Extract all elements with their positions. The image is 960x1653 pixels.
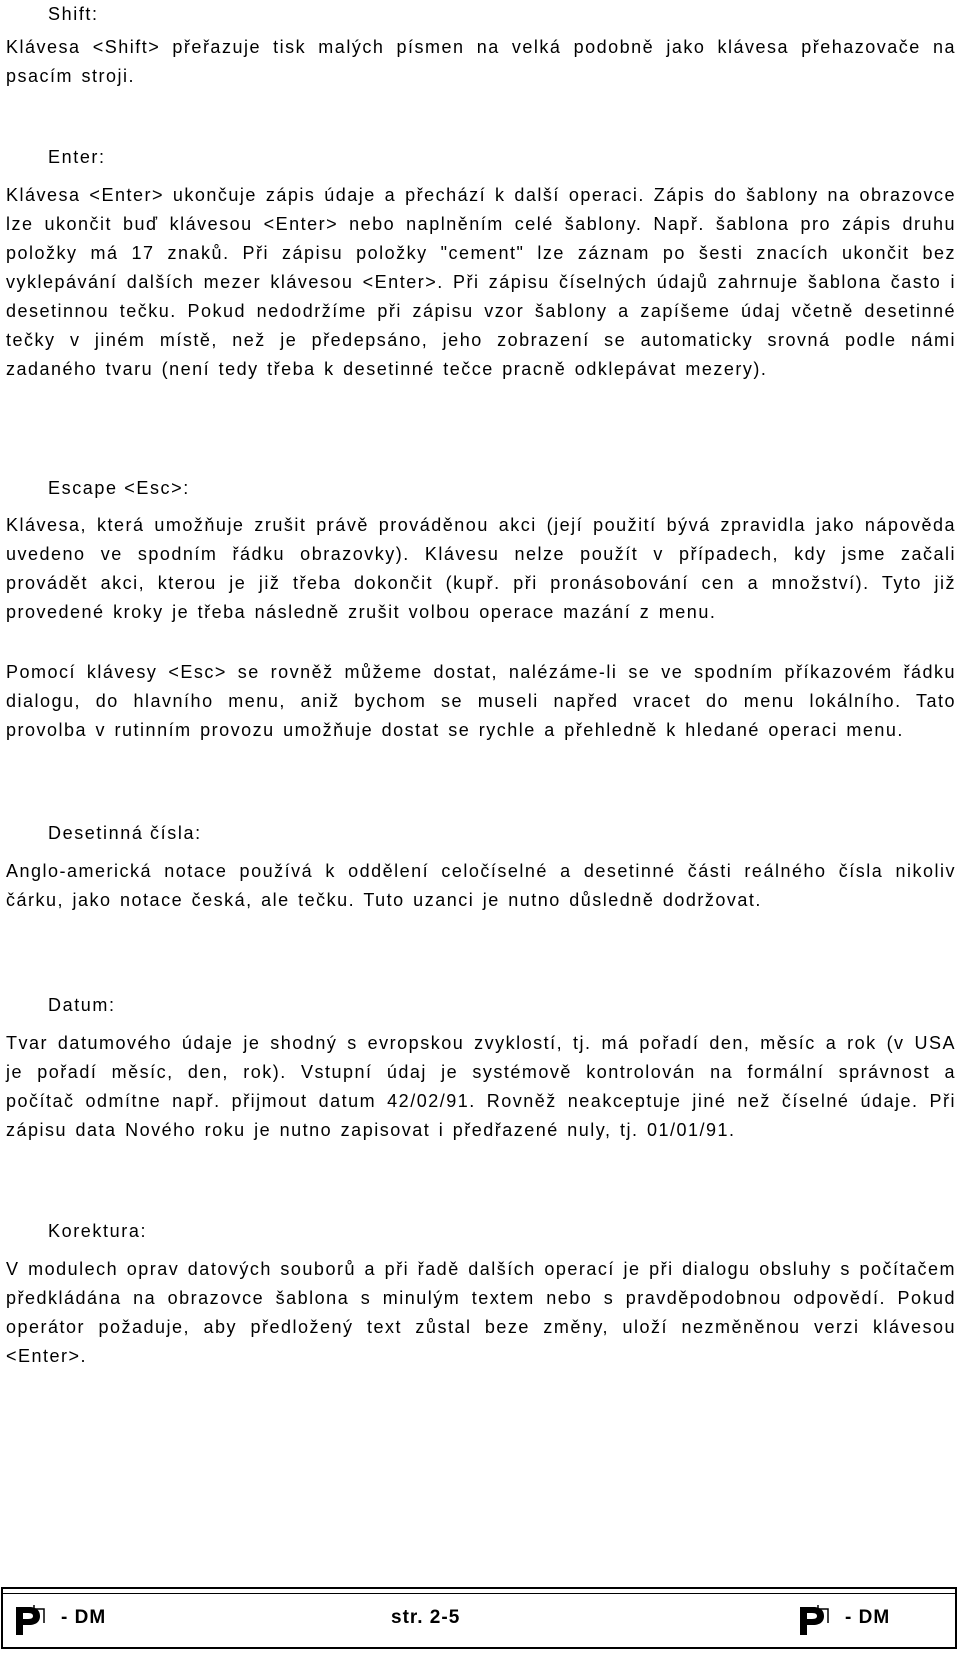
footer-page-number: str. 2-5: [391, 1607, 461, 1628]
page-footer: [1, 1587, 957, 1649]
section-heading-enter: Enter:: [48, 147, 106, 167]
footer-rule: [3, 1593, 955, 1594]
section-paragraph-enter: Klávesa <Enter> ukončuje zápis údaje a přechází k další operaci. Zápis do šablony na obrazovce lze ukončit buď klávesou <Enter> nebo naplněním celé šablony. Např. šablona pro zápis druhu položky má 17 znaků. Při zápisu položky "cement" lze záznam po šesti znacích ukončit bez vyklepávání dalších mezer klávesou <Enter>. Při zápisu číselných údajů zahrnuje šablona často i desetinnou tečku. Pokud nedodržíme při zápisu vzor šablony a zapíšeme údaj včetně desetinné tečky v jiném místě, než je předepsáno, jeho zobrazení se automaticky srovná podle námi zadaného tvaru (není tedy třeba k desetinné tečce pracně odklepávat mezery).: [6, 185, 956, 379]
section-paragraph-decimal-numbers: Anglo-americká notace používá k oddělení celočíselné a desetinné části reálného čísla nikoliv čárku, jako notace česká, ale tečku. Tuto uzanci je nutno důsledně dodržovat.: [6, 861, 956, 910]
section-paragraph-escape-2: Pomocí klávesy <Esc> se rovněž můžeme dostat, nalézáme-li se ve spodním příkazovém řádku dialogu, do hlavního menu, aniž bychom se museli napřed vracet do menu lokálního. Tato provolba v rutinním provozu umožňuje dostat se rychle a přehledně k hledané operaci menu.: [6, 662, 956, 740]
p-logo-icon: [797, 1603, 831, 1637]
section-paragraph-escape-1: Klávesa, která umožňuje zrušit právě prováděnou akci (její použití bývá zpravidla jako nápověda uvedeno ve spodním řádku obrazovky). Klávesu nelze použít v případech, kdy jsme začali provádět akci, kterou je již třeba dokončit (kupř. při pronásobování cen a množství). Tyto již provedené kroky je třeba následně zrušit volbou operace mazání z menu.: [6, 515, 956, 622]
section-heading-correction: Korektura:: [48, 1221, 148, 1241]
section-heading-escape: Escape <Esc>:: [48, 478, 190, 498]
footer-left-label: - DM: [61, 1607, 107, 1628]
section-paragraph-correction: V modulech oprav datových souborů a při řadě dalších operací je při dialogu obsluhy s počítačem předkládána na obrazovce šablona s minulým textem nebo s pravděpodobnou odpovědí. Pokud operátor požaduje, aby předložený text zůstal beze změny, uloží nezměněnou verzi klávesou <Enter>.: [6, 1259, 956, 1366]
p-logo-icon: [13, 1603, 47, 1637]
section-paragraph-shift: Klávesa <Shift> přeřazuje tisk malých písmen na velká podobně jako klávesa přehazovače na psacím stroji.: [6, 37, 956, 86]
footer-right-label: - DM: [845, 1607, 891, 1628]
section-heading-decimal-numbers: Desetinná čísla:: [48, 823, 202, 843]
section-heading-shift: Shift:: [48, 4, 99, 24]
section-paragraph-date: Tvar datumového údaje je shodný s evropskou zvyklostí, tj. má pořadí den, měsíc a rok (v USA je pořadí měsíc, den, rok). Vstupní údaj je systémově kontrolován na formální správnost a počítač odmítne např. přijmout datum 42/02/91. Rovněž neakceptuje jiné než číselné údaje. Při zápisu data Nového roku je nutno zapisovat i předřazené nuly, tj. 01/01/91.: [6, 1033, 956, 1140]
section-heading-date: Datum:: [48, 995, 116, 1015]
